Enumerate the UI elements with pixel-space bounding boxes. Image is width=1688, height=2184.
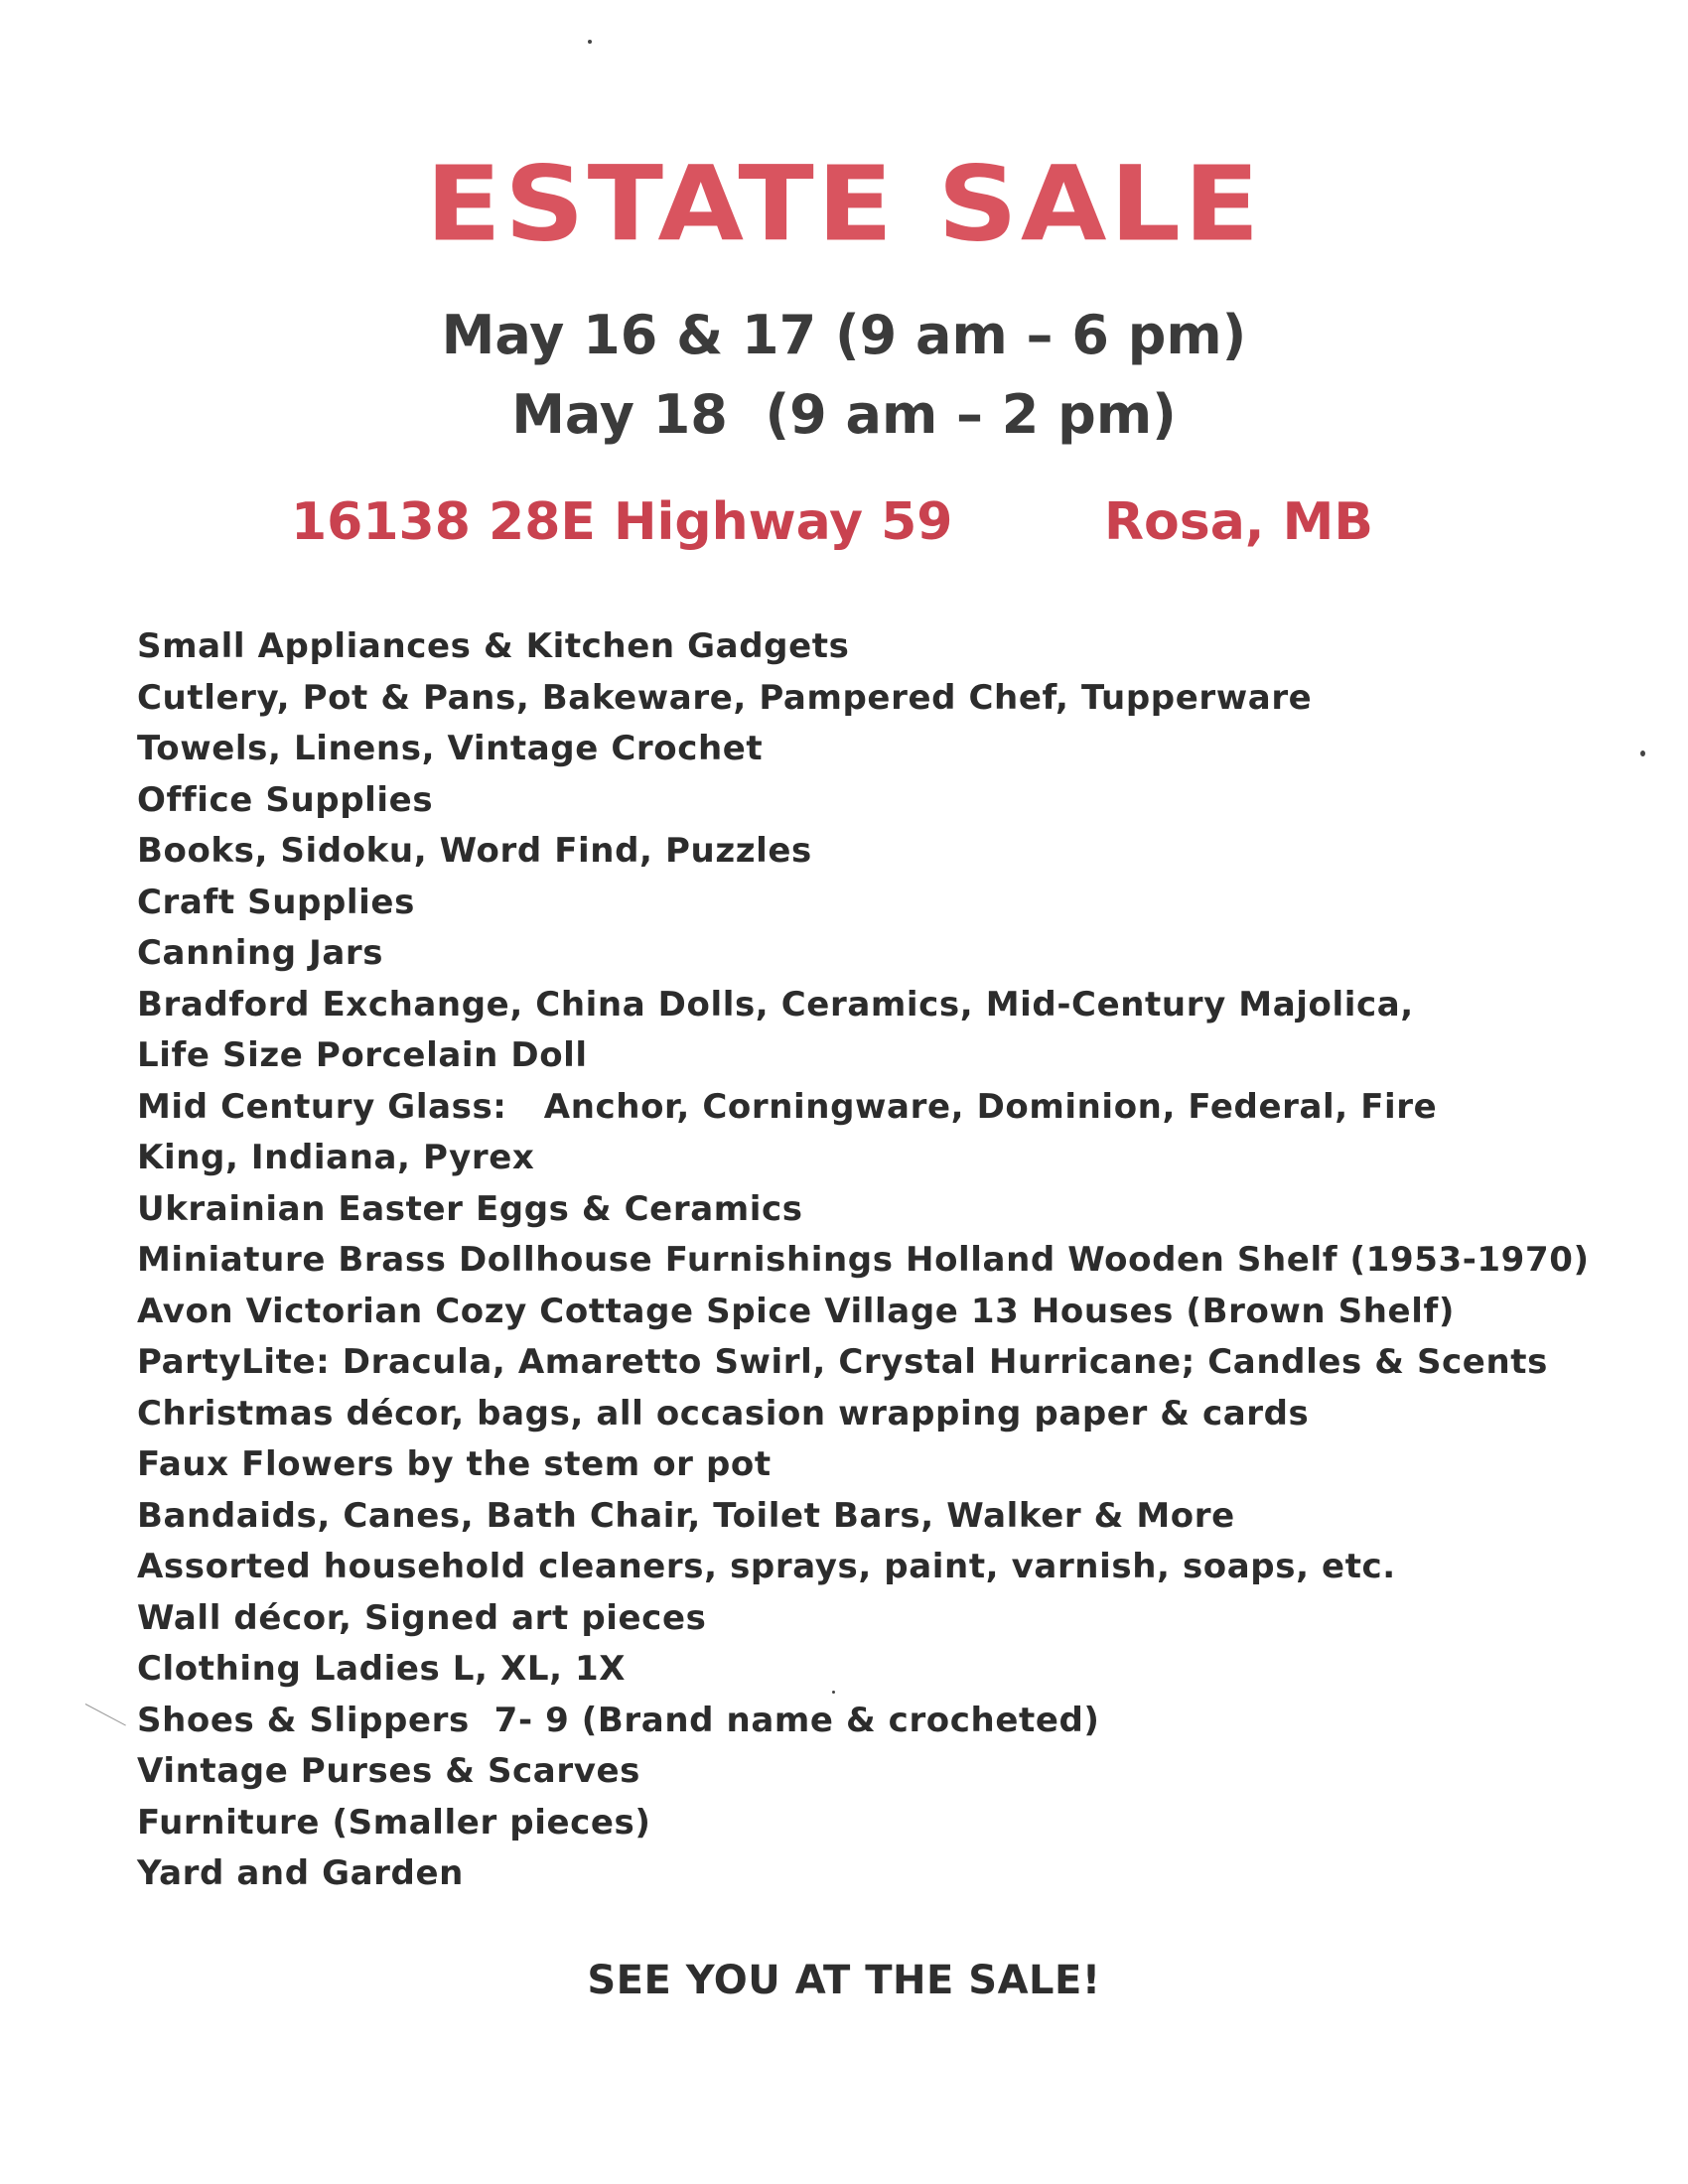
closing-message: SEE YOU AT THE SALE!: [587, 1958, 1101, 2003]
scan-stroke-mark: [85, 1704, 126, 1725]
sale-date-line: May 18 (9 am – 2 pm): [511, 383, 1177, 446]
list-item: Clothing Ladies L, XL, 1X: [137, 1649, 627, 1689]
list-item: King, Indiana, Pyrex: [137, 1138, 535, 1177]
scan-speck: [588, 40, 592, 44]
sale-dates: [0, 296, 1688, 455]
list-item: Office Supplies: [137, 779, 434, 820]
scan-speck: [1640, 751, 1645, 756]
list-item: Cutlery, Pot & Pans, Bakeware, Pampered Chef, Tupperware: [137, 677, 1313, 718]
list-item: Life Size Porcelain Doll: [137, 1035, 588, 1075]
address-street: 16138 28E Highway 59: [291, 492, 953, 552]
list-item: Towels, Linens, Vintage Crochet: [137, 729, 764, 768]
list-item: Small Appliances & Kitchen Gadgets: [137, 626, 850, 666]
list-item: Christmas décor, bags, all occasion wrapping paper & cards: [137, 1393, 1310, 1433]
list-item: Mid Century Glass: Anchor, Corningware, Dominion, Federal, Fire: [137, 1086, 1438, 1127]
list-item: Vintage Purses & Scarves: [137, 1751, 640, 1791]
list-item: Yard and Garden: [137, 1853, 464, 1893]
list-item: Canning Jars: [137, 933, 384, 973]
flyer-title: ESTATE SALE: [425, 144, 1263, 265]
list-item: Bandaids, Canes, Bath Chair, Toilet Bars, Walker & More: [137, 1495, 1235, 1536]
sale-items-list: [137, 621, 1590, 1900]
list-item: Miniature Brass Dollhouse Furnishings Holland Wooden Shelf (1953-1970): [137, 1240, 1590, 1280]
list-item: Avon Victorian Cozy Cottage Spice Village 13 Houses (Brown Shelf): [137, 1291, 1455, 1331]
sale-date-line: May 16 & 17 (9 am – 6 pm): [441, 304, 1247, 366]
list-item: Wall décor, Signed art pieces: [137, 1597, 707, 1638]
list-item: Ukrainian Easter Eggs & Ceramics: [137, 1188, 803, 1229]
list-item: Books, Sidoku, Word Find, Puzzles: [137, 831, 812, 871]
address-town: Rosa, MB: [1104, 492, 1374, 552]
list-item: Craft Supplies: [137, 882, 415, 922]
scan-speck: [832, 1691, 835, 1694]
list-item: Bradford Exchange, China Dolls, Ceramics, Mid-Century Majolica,: [137, 984, 1414, 1024]
list-item: Furniture (Smaller pieces): [137, 1802, 651, 1843]
list-item: Faux Flowers by the stem or pot: [137, 1444, 772, 1484]
list-item: Shoes & Slippers 7- 9 (Brand name & crocheted): [137, 1700, 1100, 1740]
list-item: Assorted household cleaners, sprays, paint, varnish, soaps, etc.: [137, 1547, 1396, 1586]
list-item: PartyLite: Dracula, Amaretto Swirl, Crystal Hurricane; Candles & Scents: [137, 1342, 1548, 1382]
